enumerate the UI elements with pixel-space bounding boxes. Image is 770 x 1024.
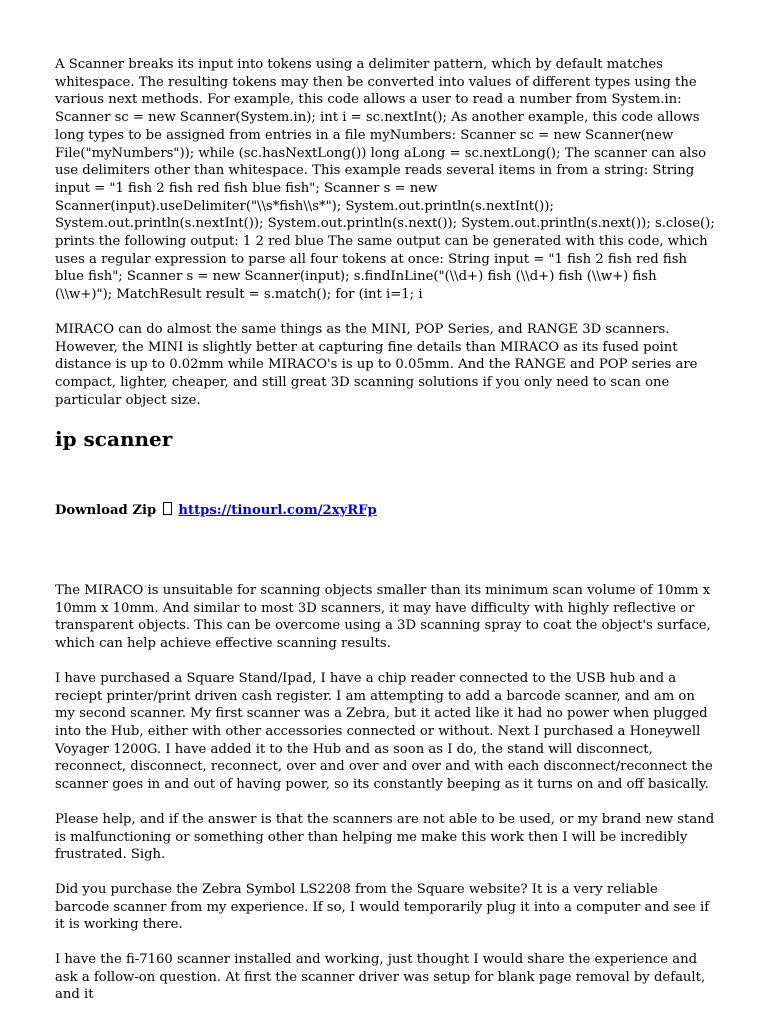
download-link[interactable]: https://tinourl.com/2xyRFp [178, 503, 377, 519]
missing-glyph-icon [163, 502, 172, 515]
paragraph-miraco-comparison: MIRACO can do almost the same things as the MINI, POP Series, and RANGE 3D scanners. However, the MINI is slightly better at capturing fine details than MIRACO as its fused point distance is up to 0.02mm while MIRACO's is up to 0.05mm. And the RANGE and POP series are compact, lighter, cheaper, and still great 3D scanning solutions if you only need to scan one particular object size. [55, 321, 698, 408]
paragraph-miraco-limits: The MIRACO is unsuitable for scanning objects smaller than its minimum scan volume of 10mm x 10mm x 10mm. And similar to most 3D scanners, it may have difficulty with highly reflective or transparent objects. This can be overcome using a 3D scanning spray to coat the object's surface, which can help achieve effective scanning results. [55, 583, 711, 652]
download-line [55, 502, 715, 520]
paragraph-help-request: Please help, and if the answer is that the scanners are not able to be used, or my brand new stand is malfunctioning or something other than helping me make this work then I will be incredibly frustrated. Sigh. [55, 811, 715, 863]
paragraph-fi7160: I have the fi-7160 scanner installed and working, just thought I would share the experience and ask a follow-on question. At first the scanner driver was setup for blank page removal by default, and it [55, 952, 706, 1003]
download-label: Download Zip [55, 503, 157, 519]
spacer [55, 520, 715, 582]
paragraph-square-stand: I have purchased a Square Stand/Ipad, I have a chip reader connected to the USB hub and a reciept printer/print driven cash register. I am attempting to add a barcode scanner, and am on my second scanner. My first scanner was a Zebra, but it acted like it had no power when plugged into the Hub, either with other accessories connected or without. Next I purchased a Honeywell Voyager 1200G. I have added it to the Hub and as soon as I do, the stand will disconnect, reconnect, disconnect, reconnect, over and over and over and with each disconnect/reconnect the scanner goes in and out of having power, so its constantly beeping as it turns on and off basically. [55, 670, 713, 793]
document-body [55, 56, 715, 1021]
section-heading: ip scanner [55, 427, 173, 452]
paragraph-zebra-reply: Did you purchase the Zebra Symbol LS2208 from the Square website? It is a very reliable barcode scanner from my experience. If so, I would temporarily plug it into a computer and see if it is working there. [55, 881, 710, 933]
paragraph-scanner-java: A Scanner breaks its input into tokens using a delimiter pattern, which by default matches whitespace. The resulting tokens may then be converted into values of different types using the various next methods. For example, this code allows a user to read a number from System.in: Scanner sc = new Scanner(System.in); int i = sc.nextInt(); As another example, this code allows long types to be assigned from entries in a file myNumbers: Scanner sc = new Scanner(new File("myNumbers")); while (sc.hasNextLong()) long aLong = sc.nextLong(); The scanner can also use delimiters other than whitespace. This example reads several items in from a string: String input = "1 fish 2 fish red fish blue fish"; Scanner s = new Scanner(input).useDelimiter("\\s*fish\\s*"); System.out.println(s.nextInt()); System.out.println(s.nextInt()); System.out.println(s.next()); System.out.println(s.next()); s.close(); prints the following output: 1 2 red blue The same output can be generated with this code, which uses a regular expression to parse all four tokens at once: String input = "1 fish 2 fish red fish blue fish"; Scanner s = new Scanner(input); s.findInLine("(\\d+) fish (\\d+) fish (\\w+) fish (\\w+)"); MatchResult result = s.match(); for (int i=1; i [55, 57, 715, 303]
